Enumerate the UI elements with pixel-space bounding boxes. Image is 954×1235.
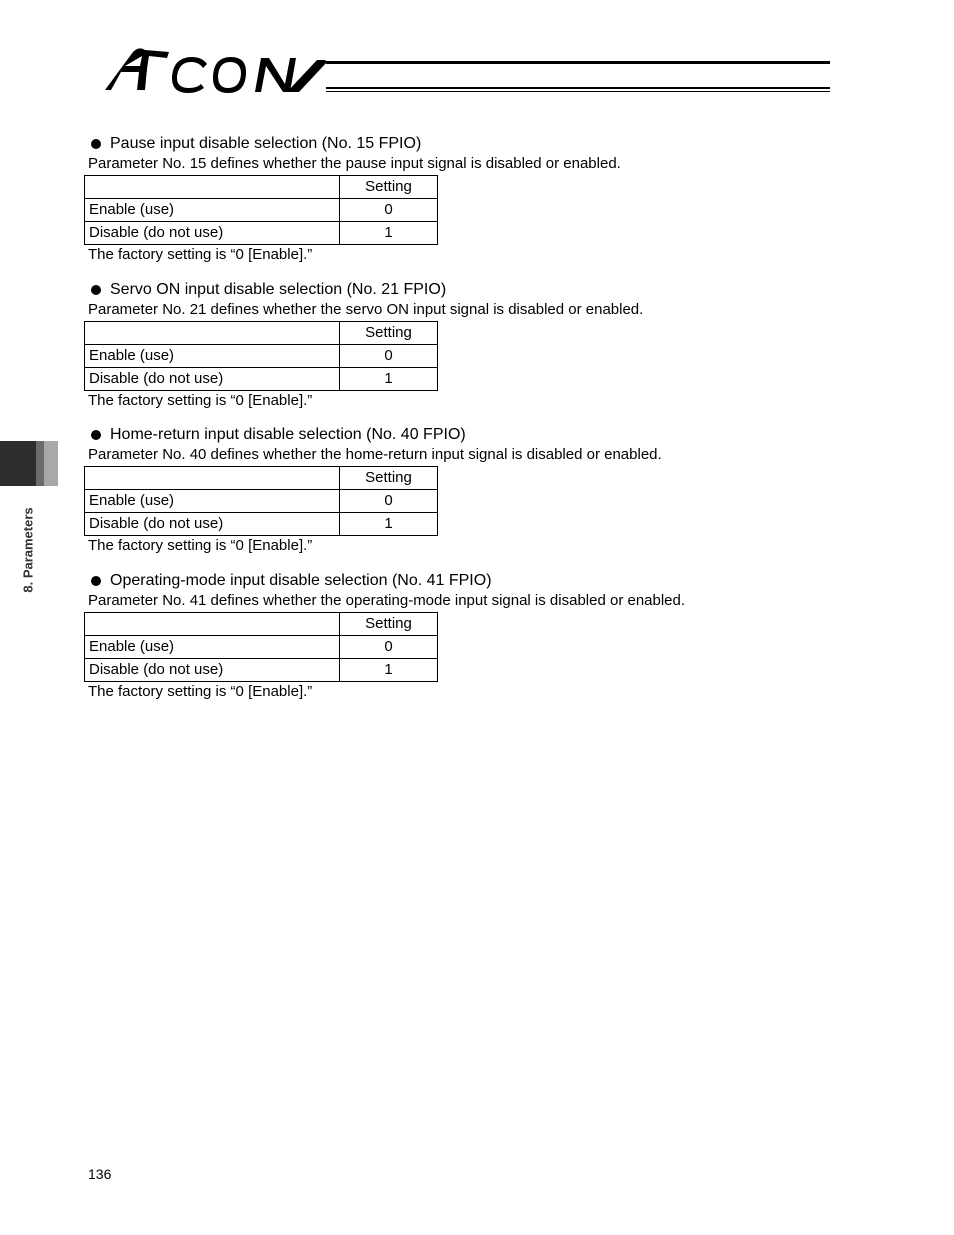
setting-table bbox=[84, 321, 438, 391]
row-label: Enable (use) bbox=[85, 345, 340, 368]
bullet-icon bbox=[91, 576, 101, 586]
acon-logo bbox=[103, 46, 333, 94]
table-row bbox=[85, 490, 438, 513]
table-header-setting: Setting bbox=[340, 613, 438, 636]
row-label: Enable (use) bbox=[85, 199, 340, 222]
chapter-tab-dark bbox=[0, 441, 36, 486]
row-label: Enable (use) bbox=[85, 636, 340, 659]
chapter-tab bbox=[0, 441, 58, 486]
setting-table bbox=[84, 466, 438, 536]
chapter-tab-mid bbox=[36, 441, 44, 486]
section-description: Parameter No. 21 defines whether the servo ON input signal is disabled or enabled. bbox=[88, 301, 644, 318]
table-row bbox=[85, 368, 438, 391]
table-header-cell bbox=[85, 176, 340, 199]
row-value: 0 bbox=[340, 636, 438, 659]
row-label: Disable (do not use) bbox=[85, 659, 340, 682]
table-header-row bbox=[85, 467, 438, 490]
table-header-row bbox=[85, 322, 438, 345]
row-label: Disable (do not use) bbox=[85, 513, 340, 536]
section-title: Home-return input disable selection (No. 40 FPIO) bbox=[110, 426, 466, 443]
factory-setting-note: The factory setting is “0 [Enable].” bbox=[88, 683, 313, 700]
table-header-setting: Setting bbox=[340, 322, 438, 345]
page-number: 136 bbox=[88, 1166, 112, 1182]
bullet-icon bbox=[91, 430, 101, 440]
header-rule-bottom bbox=[326, 87, 830, 89]
factory-setting-note: The factory setting is “0 [Enable].” bbox=[88, 392, 313, 409]
table-header-cell bbox=[85, 467, 340, 490]
chapter-tab-light bbox=[44, 441, 58, 486]
section-title: Pause input disable selection (No. 15 FPIO) bbox=[110, 135, 422, 152]
row-value: 1 bbox=[340, 222, 438, 245]
factory-setting-note: The factory setting is “0 [Enable].” bbox=[88, 246, 313, 263]
table-row bbox=[85, 636, 438, 659]
row-label: Disable (do not use) bbox=[85, 368, 340, 391]
section-servo-on-input bbox=[84, 280, 844, 409]
row-value: 1 bbox=[340, 513, 438, 536]
table-header-row bbox=[85, 613, 438, 636]
section-heading bbox=[84, 571, 844, 591]
table-header-cell bbox=[85, 613, 340, 636]
row-value: 0 bbox=[340, 345, 438, 368]
table-row bbox=[85, 345, 438, 368]
section-home-return-input bbox=[84, 425, 844, 554]
section-heading bbox=[84, 425, 844, 445]
table-row bbox=[85, 659, 438, 682]
setting-table bbox=[84, 175, 438, 245]
section-pause-input bbox=[84, 134, 844, 263]
section-title: Operating-mode input disable selection (No. 41 FPIO) bbox=[110, 572, 492, 589]
acon-logo-mark bbox=[103, 46, 333, 94]
section-title: Servo ON input disable selection (No. 21 FPIO) bbox=[110, 281, 447, 298]
table-row bbox=[85, 222, 438, 245]
section-heading bbox=[84, 280, 844, 300]
row-value: 0 bbox=[340, 490, 438, 513]
table-row bbox=[85, 513, 438, 536]
table-header-setting: Setting bbox=[340, 467, 438, 490]
row-value: 1 bbox=[340, 368, 438, 391]
row-value: 1 bbox=[340, 659, 438, 682]
factory-setting-note: The factory setting is “0 [Enable].” bbox=[88, 537, 313, 554]
row-label: Disable (do not use) bbox=[85, 222, 340, 245]
row-label: Enable (use) bbox=[85, 490, 340, 513]
section-description: Parameter No. 40 defines whether the home-return input signal is disabled or enabled. bbox=[88, 446, 662, 463]
header-rule-bottom-thin bbox=[326, 91, 830, 92]
setting-table bbox=[84, 612, 438, 682]
section-description: Parameter No. 41 defines whether the operating-mode input signal is disabled or enabled. bbox=[88, 592, 686, 609]
table-header-row bbox=[85, 176, 438, 199]
section-heading bbox=[84, 134, 844, 154]
header-rule-top bbox=[326, 61, 830, 64]
section-description: Parameter No. 15 defines whether the pause input signal is disabled or enabled. bbox=[88, 155, 621, 172]
bullet-icon bbox=[91, 285, 101, 295]
chapter-label-text: 8. Parameters bbox=[20, 507, 36, 593]
table-row bbox=[85, 199, 438, 222]
table-header-cell bbox=[85, 322, 340, 345]
table-header-setting: Setting bbox=[340, 176, 438, 199]
row-value: 0 bbox=[340, 199, 438, 222]
header-rule bbox=[326, 60, 832, 94]
section-operating-mode-input bbox=[84, 571, 844, 700]
bullet-icon bbox=[91, 139, 101, 149]
